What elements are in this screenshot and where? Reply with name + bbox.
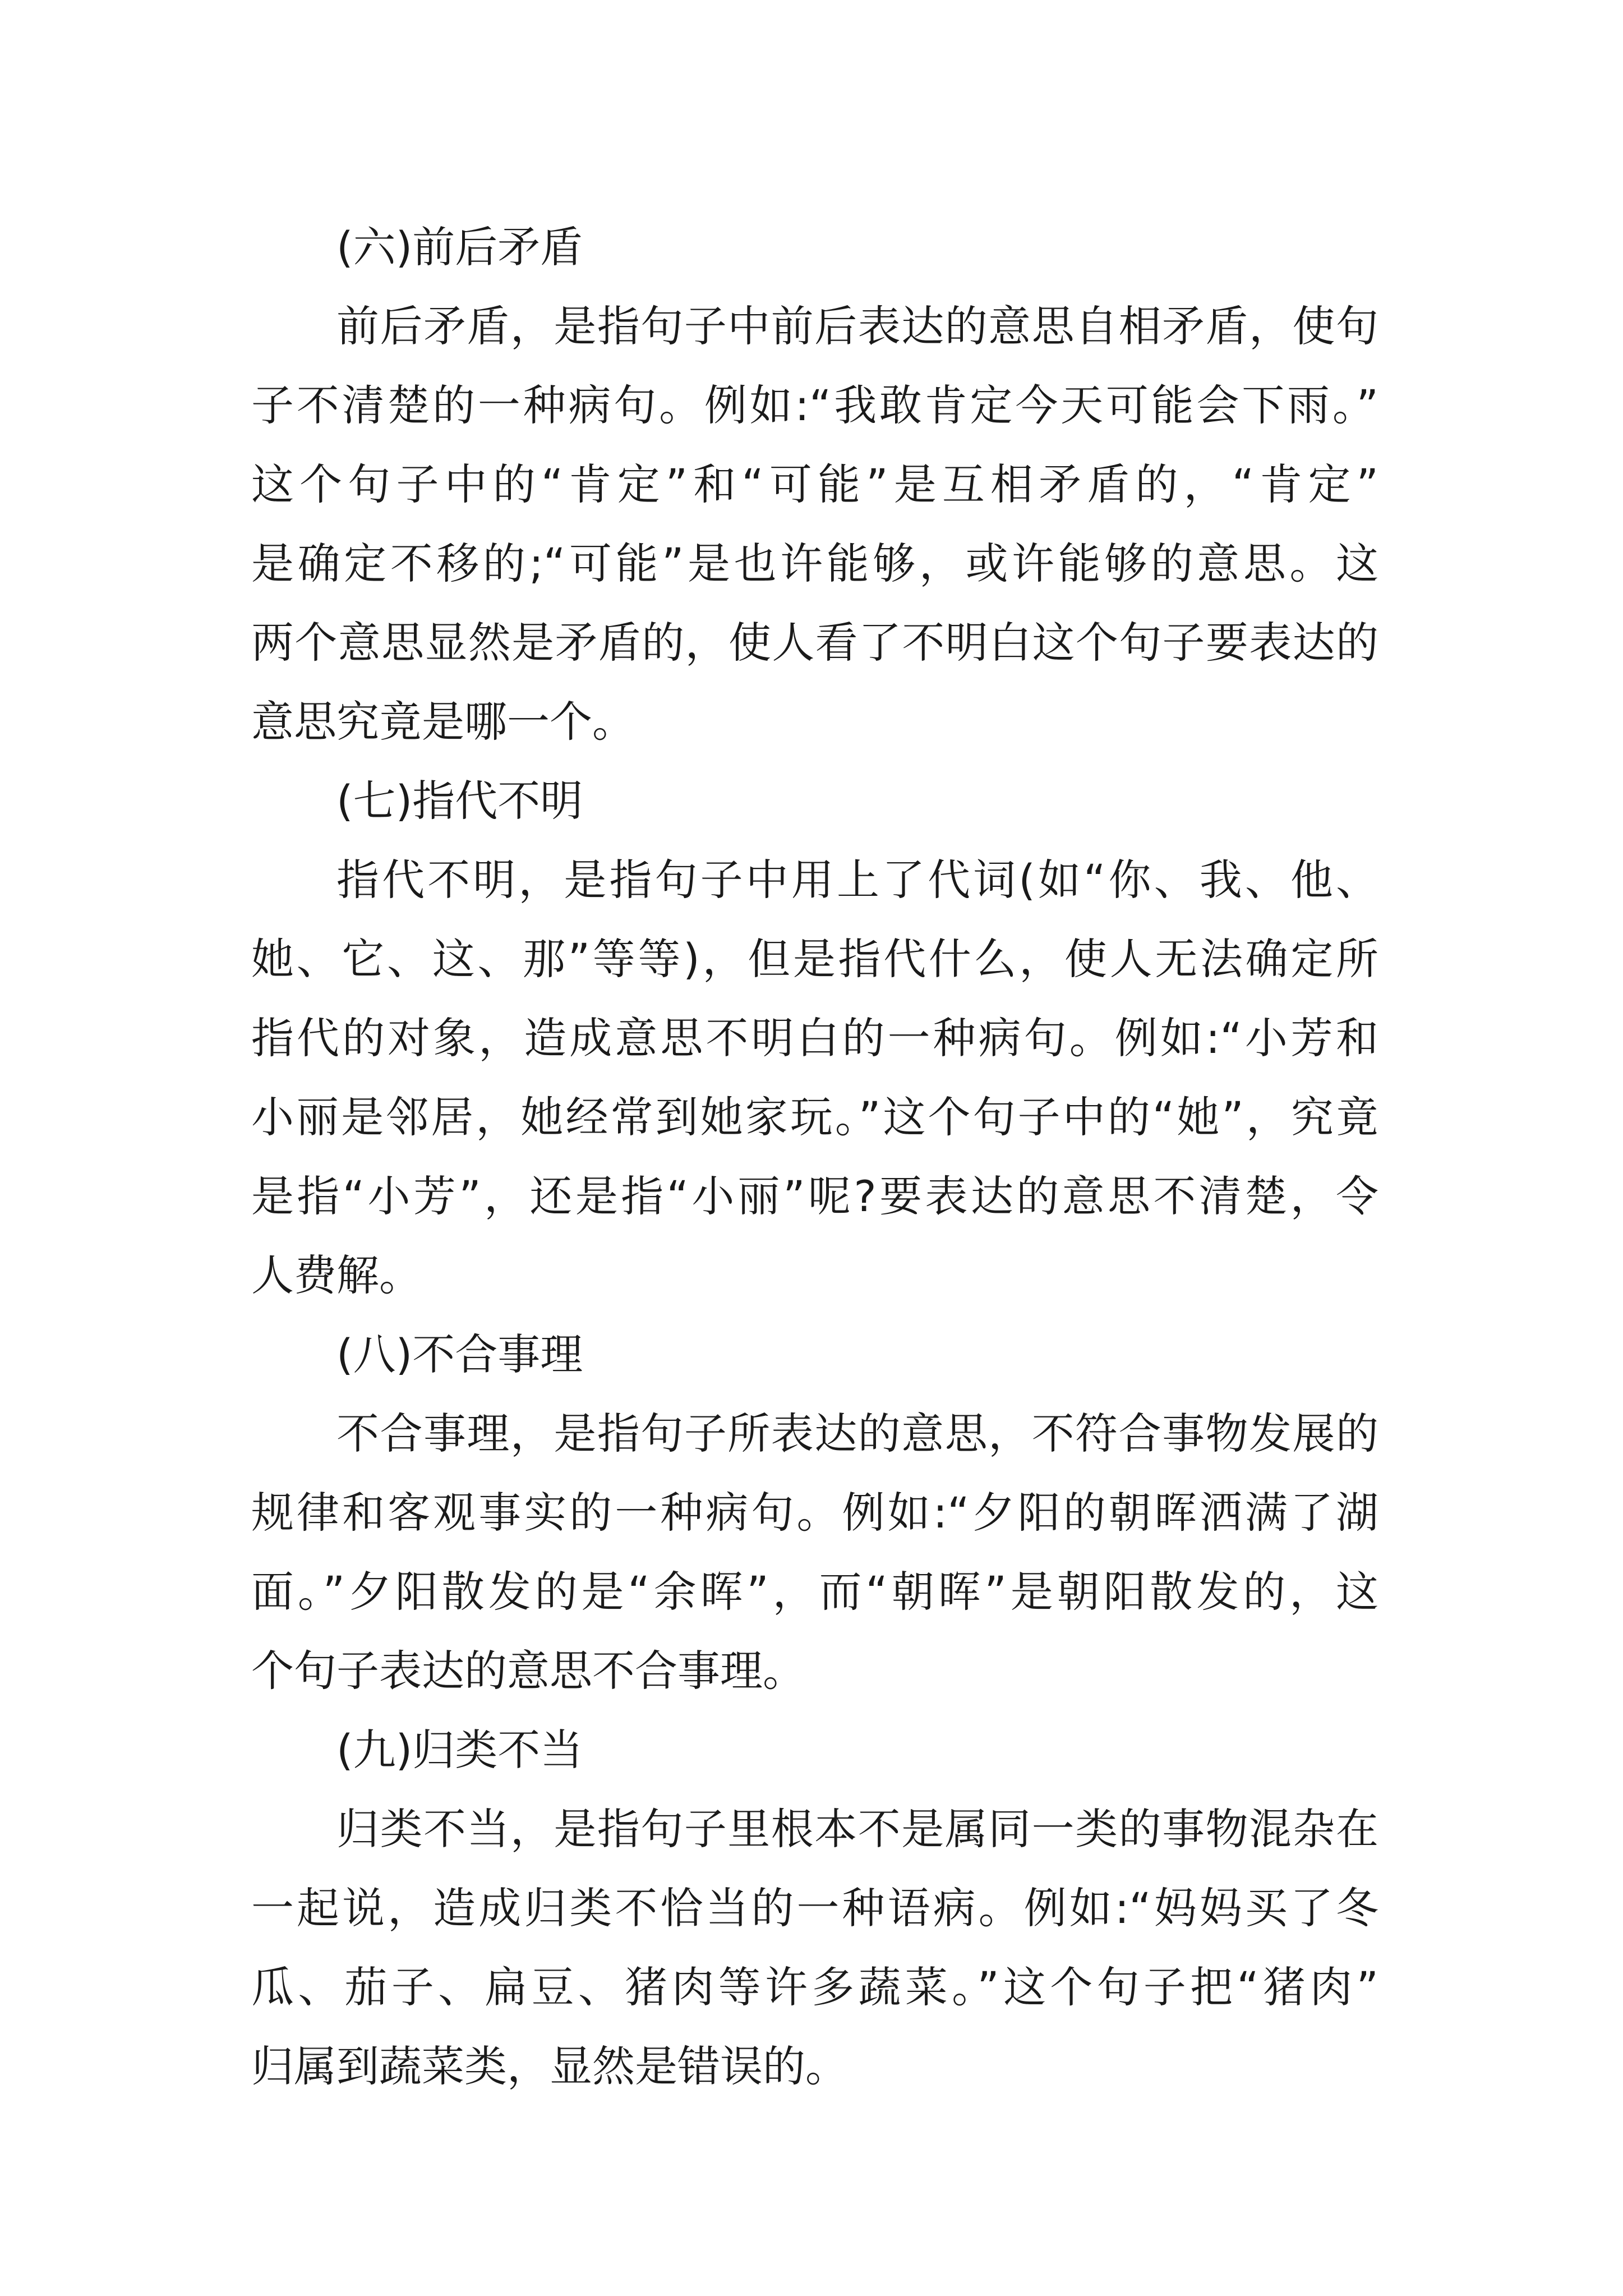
paragraph-line: 一起说，造成归类不恰当的一种语病。例如:“妈妈买了冬 — [251, 1883, 1378, 1933]
section-heading: (九)归类不当 — [336, 1725, 583, 1775]
paragraph-line: 归类不当，是指句子里根本不是属同一类的事物混杂在 — [336, 1804, 1378, 1854]
paragraph-line: 面。”夕阳散发的是“余晖”，而“朝晖”是朝阳散发的，这 — [251, 1567, 1378, 1617]
paragraph-line: 人费解。 — [251, 1250, 422, 1300]
document-body — [251, 208, 1378, 2106]
section-heading: (七)指代不明 — [336, 776, 583, 826]
paragraph-line: 意思究竟是哪一个。 — [251, 697, 635, 747]
paragraph-line: 归属到蔬菜类，显然是错误的。 — [251, 2041, 848, 2091]
paragraph-line: 两个意思显然是矛盾的，使人看了不明白这个句子要表达的 — [251, 618, 1378, 668]
paragraph-line: 子不清楚的一种病句。例如:“我敢肯定今天可能会下雨。” — [251, 380, 1378, 430]
paragraph-line: 这个句子中的“肯定”和“可能”是互相矛盾的，“肯定” — [251, 459, 1378, 509]
paragraph-line: 瓜、茄子、扁豆、猪肉等许多蔬菜。”这个句子把“猪肉” — [251, 1962, 1378, 2012]
paragraph-line: 小丽是邻居，她经常到她家玩。”这个句子中的“她”，究竟 — [251, 1092, 1378, 1142]
paragraph-line: 指代不明，是指句子中用上了代词(如“你、我、他、 — [336, 855, 1378, 905]
paragraph-line: 指代的对象，造成意思不明白的一种病句。例如:“小芳和 — [251, 1013, 1378, 1063]
paragraph-line: 个句子表达的意思不合事理。 — [251, 1646, 805, 1696]
section-heading: (八)不合事理 — [336, 1329, 583, 1379]
paragraph-line: 是指“小芳”，还是指“小丽”呢?要表达的意思不清楚，令 — [251, 1171, 1378, 1221]
paragraph-line: 规律和客观事实的一种病句。例如:“夕阳的朝晖洒满了湖 — [251, 1488, 1378, 1538]
paragraph-line: 她、它、这、那”等等)，但是指代什么，使人无法确定所 — [251, 934, 1378, 984]
section-heading: (六)前后矛盾 — [336, 222, 583, 272]
paragraph-line: 不合事理，是指句子所表达的意思，不符合事物发展的 — [336, 1409, 1378, 1458]
paragraph-line: 前后矛盾，是指句子中前后表达的意思自相矛盾，使句 — [336, 301, 1378, 351]
paragraph-line: 是确定不移的;“可能”是也许能够，或许能够的意思。这 — [251, 539, 1378, 588]
